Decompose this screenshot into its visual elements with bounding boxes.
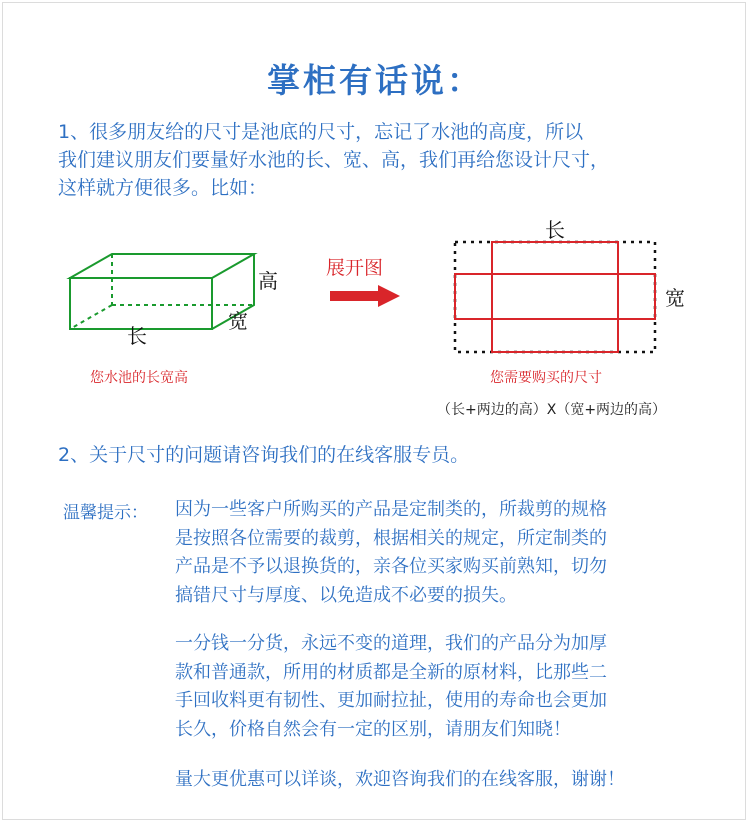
box-width-label: 宽: [228, 309, 248, 333]
intro-line: 这样就方便很多。比如：: [58, 177, 268, 199]
box-length-label: 长: [127, 324, 147, 348]
box-front-face: [70, 278, 212, 329]
arrow-right-icon: [330, 285, 400, 307]
box-caption: 您水池的长宽高: [90, 370, 188, 386]
tips-line: 量大更优惠可以详谈，欢迎咨询我们的在线客服，谢谢！: [175, 769, 625, 790]
tips-line: 是按照各位需要的裁剪，根据相关的规定，所定制类的: [175, 527, 607, 549]
box-top-face: [70, 254, 254, 278]
tips-line: 长久，价格自然会有一定的区别，请朋友们知晓！: [175, 718, 571, 740]
unfold-label: 展开图: [326, 257, 384, 279]
intro-paragraph: [58, 118, 708, 202]
tips-line: 产品是不予以退换货的，亲各位买家购买前熟知，切勿: [175, 556, 607, 577]
net-width-strip: [455, 274, 655, 319]
net-dotted-outline: [455, 242, 655, 352]
box-3d-illustration: [70, 254, 254, 329]
page-title: 掌柜有话说：: [267, 61, 483, 100]
tips-paragraph-1: [175, 496, 607, 610]
item-2-text: 2、关于尺寸的问题请咨询我们的在线客服专员。: [58, 444, 470, 466]
tips-line: 因为一些客户所购买的产品是定制类的，所裁剪的规格: [175, 499, 607, 520]
tips-line: 搞错尺寸与厚度、以免造成不必要的损失。: [175, 584, 517, 606]
tips-paragraph-2: [175, 630, 607, 744]
tips-line: 一分钱一分货，永远不变的道理，我们的产品分为加厚: [175, 633, 607, 654]
net-length-label: 长: [545, 218, 565, 242]
box-hidden-edge: [70, 305, 112, 329]
net-caption: 您需要购买的尺寸: [490, 370, 602, 386]
tips-line: 款和普通款，所用的材质都是全新的原材料，比那些二: [175, 661, 607, 683]
intro-line: 我们建议朋友们要量好水池的长、宽、高，我们再给您设计尺寸，: [58, 149, 610, 171]
net-width-label: 宽: [665, 286, 685, 310]
size-formula: （长+两边的高）X（宽+两边的高）: [437, 402, 667, 418]
tips-label: 温馨提示：: [63, 503, 148, 523]
net-length-strip: [492, 242, 618, 352]
tips-paragraph-3: [175, 766, 625, 795]
net-illustration: [455, 242, 655, 352]
intro-line: 1、很多朋友给的尺寸是池底的尺寸，忘记了水池的高度，所以: [58, 121, 584, 143]
box-height-label: 高: [258, 269, 278, 293]
tips-line: 手回收料更有韧性、更加耐拉扯，使用的寿命也会更加: [175, 690, 607, 711]
